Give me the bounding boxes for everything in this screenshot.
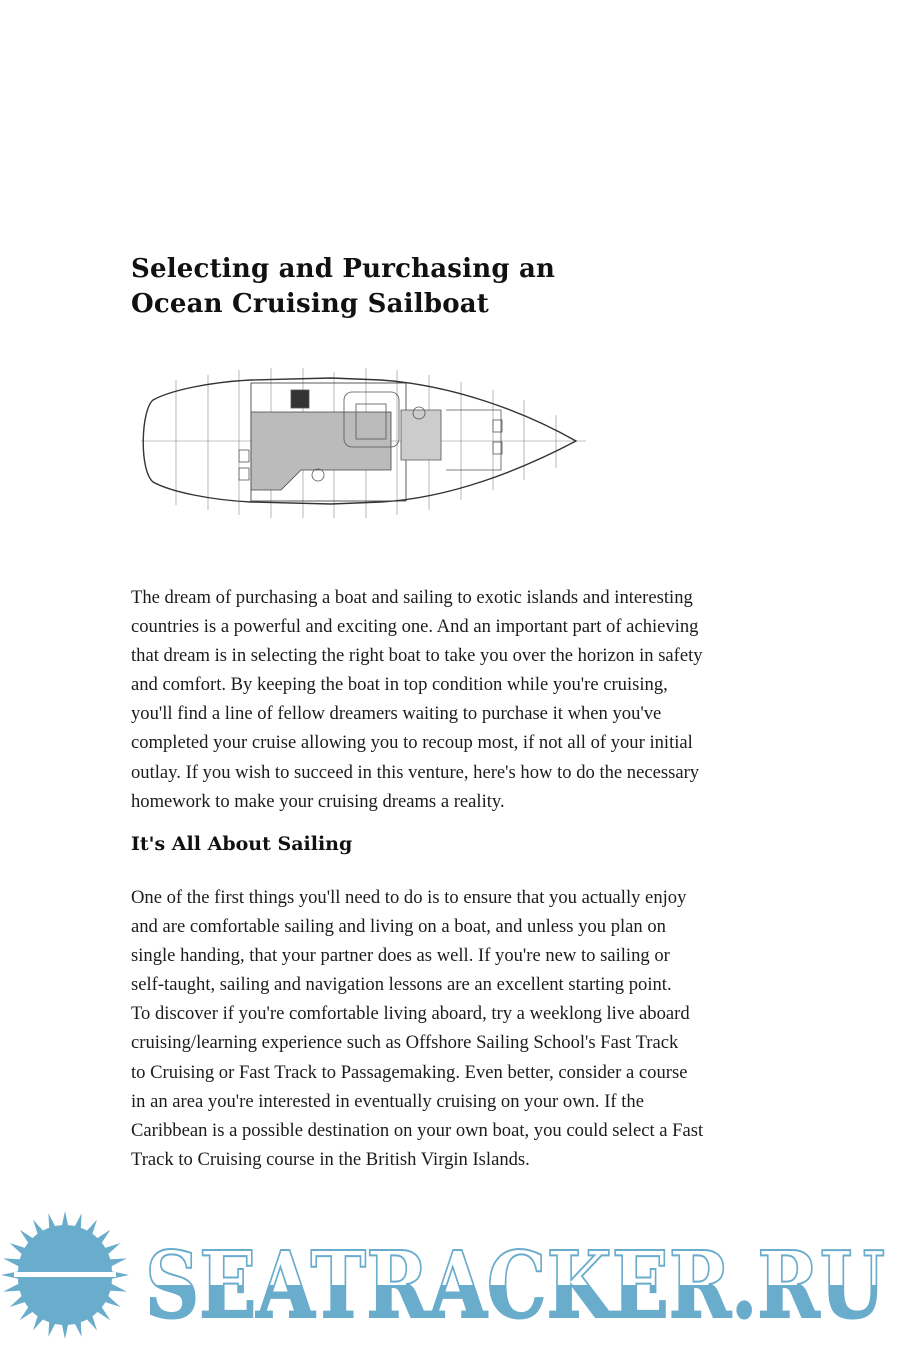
paragraph-line: cruising/learning experience such as Offshore Sailing School's Fast Track (131, 1032, 679, 1054)
paragraph-line: One of the first things you'll need to do is to ensure that you actually enjoy (131, 887, 687, 908)
paragraph-line: in an area you're interested in eventually cruising on your own. If the (131, 1090, 644, 1112)
paragraph-line: To discover if you're comfortable living aboard, try a weeklong live aboard (131, 1003, 690, 1025)
paragraph-line: homework to make your cruising dreams a reality. (131, 790, 505, 812)
paragraph-line: to Cruising or Fast Track to Passagemaking. Even better, consider a course (131, 1061, 688, 1083)
section-heading: It's All About Sailing (131, 833, 353, 855)
intro-paragraph (131, 583, 703, 816)
paragraph-line: single handing, that your partner does as well. If you're new to sailing or (131, 945, 670, 967)
paragraph-line: and are comfortable sailing and living on a boat, and unless you plan on (131, 916, 666, 938)
paragraph-line: Caribbean is a possible destination on your own boat, you could select a Fast (131, 1119, 704, 1141)
seatracker-watermark-logo (0, 1210, 900, 1350)
paragraph-line: The dream of purchasing a boat and sailing to exotic islands and interesting (131, 587, 693, 608)
paragraph-line: self-taught, sailing and navigation lessons are an excellent starting point. (131, 974, 672, 996)
paragraph-line: Track to Cruising course in the British Virgin Islands. (131, 1148, 530, 1170)
watermark-text: SEATRACKER.RU (145, 1231, 885, 1339)
sailing-paragraph (131, 883, 703, 1174)
sailboat-floor-plan-figure (131, 350, 601, 530)
title-line: Ocean Cruising Sailboat (131, 289, 489, 319)
sun-icon (1, 1211, 129, 1339)
paragraph-line: countries is a powerful and exciting one. And an important part of achieving (131, 616, 699, 638)
page-title (131, 252, 555, 322)
paragraph-line: completed your cruise allowing you to recoup most, if not all of your initial (131, 732, 693, 754)
title-line: Selecting and Purchasing an (131, 254, 556, 284)
paragraph-line: you'll find a line of fellow dreamers waiting to purchase it when you've (131, 703, 662, 725)
paragraph-line: outlay. If you wish to succeed in this venture, here's how to do the necessary (131, 761, 700, 783)
paragraph-line: that dream is in selecting the right boat to take you over the horizon in safety (131, 645, 703, 667)
paragraph-line: and comfort. By keeping the boat in top condition while you're cruising, (131, 674, 668, 696)
